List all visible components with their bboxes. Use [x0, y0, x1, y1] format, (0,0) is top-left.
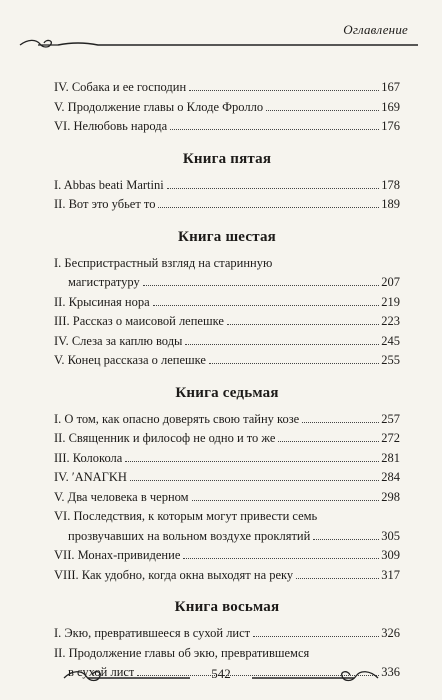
toc-page-number: 298 — [381, 489, 400, 504]
table-of-contents — [54, 78, 400, 683]
toc-entry-title: VII. Монах-привидение — [54, 548, 181, 562]
toc-entry — [54, 546, 400, 566]
toc-page-number: 189 — [381, 197, 400, 211]
toc-page-number: 309 — [381, 548, 400, 562]
book-heading: Книга пятая — [182, 150, 272, 167]
dot-leader — [253, 636, 379, 637]
toc-entry — [54, 410, 400, 430]
toc-entry-title: V. Конец рассказа о лепешке — [54, 353, 206, 367]
toc-entry — [54, 332, 400, 352]
toc-page-number: 284 — [381, 470, 400, 484]
toc-entry-title: IV. ʹANAГKH — [54, 470, 127, 484]
toc-entry-title: III. Колокола — [54, 450, 123, 465]
book-heading: Книга шестая — [178, 228, 276, 245]
toc-entry — [54, 98, 400, 118]
toc-entry — [54, 312, 400, 332]
toc-page-number: 255 — [381, 353, 400, 367]
toc-page-number: 167 — [381, 80, 400, 94]
dot-leader — [313, 539, 379, 540]
toc-entry-title: VI. Последствия, к которым могут привести семь — [54, 509, 318, 523]
dot-leader — [296, 578, 379, 579]
toc-page-number: 257 — [381, 411, 400, 426]
header-ornament-rule — [18, 38, 428, 52]
dot-leader — [209, 363, 379, 364]
toc-entry-title: III. Рассказ о маисовой лепешке — [54, 314, 224, 328]
toc-entry-title: VI. Нелюбовь народа — [54, 119, 168, 133]
toc-entry-title: II. Священник и философ не одно и то же — [54, 431, 276, 445]
toc-page-number: 317 — [381, 567, 400, 582]
toc-entry-title: I. Беспристрастный взгляд на старинную — [54, 255, 273, 270]
toc-entry — [54, 488, 400, 508]
toc-entry — [54, 117, 400, 137]
toc-page-number: 176 — [381, 119, 400, 133]
toc-entry-title: II. Вот это убьет то — [54, 197, 156, 211]
toc-entry-title-continuation: магистратуру — [68, 275, 140, 289]
toc-entry-title: VIII. Как удобно, когда окна выходят на реку — [54, 567, 294, 582]
toc-entry — [54, 254, 400, 293]
toc-entry-title: II. Крысиная нора — [54, 294, 150, 309]
book-heading: Книга седьмая — [175, 384, 279, 401]
toc-page-number: 305 — [381, 528, 400, 543]
page-number: 542 — [211, 666, 231, 681]
toc-page-number: 326 — [381, 626, 400, 640]
dot-leader — [266, 110, 379, 111]
toc-page-number: 281 — [381, 450, 400, 465]
toc-entry — [54, 507, 400, 546]
dot-leader — [189, 90, 379, 91]
toc-entry-title: I. Abbas beati Martini — [54, 177, 164, 192]
toc-page-number: 178 — [381, 177, 400, 192]
toc-entry — [54, 468, 400, 488]
toc-entry — [54, 351, 400, 371]
toc-page-number: 336 — [381, 665, 400, 679]
toc-entry — [54, 624, 400, 644]
dot-leader — [278, 441, 379, 442]
dot-leader — [143, 285, 380, 286]
dot-leader — [192, 500, 380, 501]
toc-entry — [54, 176, 400, 196]
dot-leader — [183, 558, 379, 559]
toc-entry-title: II. Продолжение главы об экю, превратившемся — [54, 645, 310, 660]
dot-leader — [158, 207, 379, 208]
toc-entry — [54, 195, 400, 215]
toc-entry-title: IV. Собака и ее господин — [54, 80, 187, 94]
page-footer — [0, 665, 442, 689]
toc-entry-title: I. О том, как опасно доверять свою тайну козе — [54, 411, 300, 426]
toc-page-number: 219 — [381, 294, 400, 309]
toc-entry — [54, 449, 400, 469]
toc-entry — [54, 429, 400, 449]
dot-leader — [170, 129, 379, 130]
toc-page-number: 207 — [381, 275, 400, 289]
toc-entry-title-continuation: прозвучавших на вольном воздухе проклятий — [68, 528, 311, 543]
toc-entry-title-continuation: в сухой лист — [68, 665, 135, 679]
page-header — [0, 22, 442, 52]
toc-entry — [54, 78, 400, 98]
dot-leader — [185, 344, 379, 345]
dot-leader — [125, 461, 379, 462]
dot-leader — [227, 324, 379, 325]
toc-page-number: 223 — [381, 314, 400, 328]
toc-entry-title: V. Продолжение главы о Клоде Фролло — [54, 99, 264, 114]
dot-leader — [302, 422, 379, 423]
toc-entry — [54, 566, 400, 586]
running-header-title: Оглавление — [343, 22, 408, 37]
toc-page-number: 272 — [381, 431, 400, 445]
dot-leader — [167, 188, 380, 189]
dot-leader — [130, 480, 379, 481]
dot-leader — [153, 305, 380, 306]
toc-page-number: 169 — [381, 99, 400, 114]
toc-page-number: 245 — [381, 333, 400, 348]
toc-entry-title: V. Два человека в черном — [54, 489, 189, 504]
toc-entry-title: I. Экю, превратившееся в сухой лист — [54, 626, 251, 640]
toc-entry — [54, 293, 400, 313]
toc-entry-title: IV. Слеза за каплю воды — [54, 333, 183, 348]
book-heading: Книга восьмая — [174, 599, 280, 615]
